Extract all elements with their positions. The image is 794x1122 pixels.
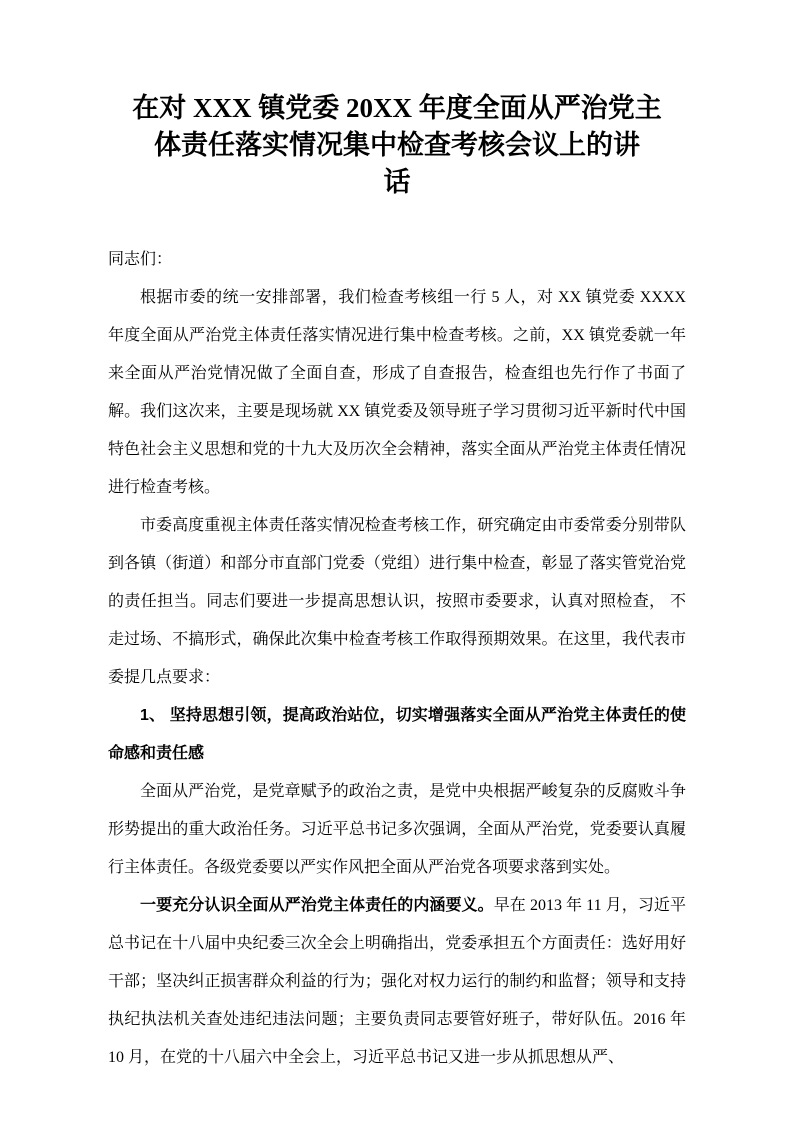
paragraph-intro: 根据市委的统一安排部署，我们检查考核组一行 5 人，对 XX 镇党委 XXXX 年度全面从严治党主体责任落实情况进行集中检查考核。之前，XX 镇党委就一年来全面从严治党情况做了全面自查，形成了自查报告，检查组也先行作了书面了解。我们这次来，主要是现场就 XX 镇党委及领导班子学习贯彻习近平新时代中国特色社会主义思想和党的十九大及历次全会精神，落实全面从严治党主体责任情况进行检查考核。 xyxy=(108,289,686,496)
paragraph-lead-continuation: 早在 2013 年 11 月，习近平总书记在十八届中央纪委三次全会上明确指出，党委承担五个方面责任：选好用好干部；坚决纠正损害群众利益的行为；强化对权力运行的制约和监督；领导和支持执纪执法机关查处违纪违法问题；主要负责同志要管好班子，带好队伍。2016 年10 月，在党的十八届六中全会上，习近平总书记又进一步从抓思想从严、 xyxy=(108,897,686,1066)
document-title xyxy=(77,90,717,201)
paragraph-bold-lead: 一要充分认识全面从严治党主体责任的内涵要义。 xyxy=(140,897,494,914)
document-title-line-1: 在对 XXX 镇党委 20XX 年度全面从严治党主 xyxy=(132,93,662,123)
section-heading-1: 1、 坚持思想引领，提高政治站位，切实增强落实全面从严治党主体责任的使命感和责任感 xyxy=(108,707,686,762)
paragraph-section1-body: 全面从严治党，是党章赋予的政治之责，是党中央根据严峻复杂的反腐败斗争形势提出的重大政治任务。习近平总书记多次强调，全面从严治党，党委要认真履行主体责任。各级党委要以严实作风把全面从严治党各项要求落到实处。 xyxy=(108,783,686,876)
salutation: 同志们： xyxy=(108,251,173,268)
paragraph-requirements: 市委高度重视主体责任落实情况检查考核工作，研究确定由市委常委分别带队到各镇（街道）和部分市直部门党委（党组）进行集中检查，彰显了落实管党治党的责任担当。同志们要进一步提高思想认识，按照市委要求，认真对照检查， 不走过场、不搞形式，确保此次集中检查考核工作取得预期效果。在这里，我代表市委提几点要求： xyxy=(108,517,686,686)
document-title-line-2: 体责任落实情况集中检查考核会议上的讲 xyxy=(154,130,640,160)
document-title-line-3: 话 xyxy=(383,167,411,197)
document-body xyxy=(108,241,686,1077)
paragraph-section1-point1 xyxy=(108,887,686,1077)
